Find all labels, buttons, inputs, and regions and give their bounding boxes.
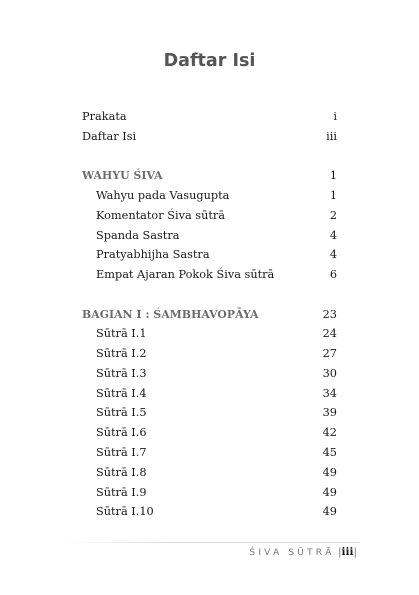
toc-entry-page: 49 — [322, 466, 337, 479]
toc-entry[interactable] — [0, 207, 419, 225]
toc-entry-page: 4 — [329, 248, 337, 261]
toc-entry[interactable] — [0, 444, 419, 462]
toc-entry-prakata[interactable] — [0, 108, 419, 126]
toc-entry[interactable] — [0, 484, 419, 502]
toc-entry-page: 2 — [329, 209, 337, 222]
toc-entry-page: 49 — [322, 505, 337, 518]
toc-entry-label: Sūtrā I.7 — [96, 446, 147, 459]
running-title: ŚIVA SŪTRĀ — [249, 548, 335, 558]
toc-entry-page: 24 — [322, 327, 337, 340]
toc-entry[interactable] — [0, 246, 419, 264]
toc-entry[interactable] — [0, 325, 419, 343]
toc-entry-label: Wahyu pada Vasugupta — [96, 189, 230, 202]
footer-separator: | — [337, 546, 342, 558]
page-title: Daftar Isi — [163, 51, 256, 71]
toc-entry-label: Daftar Isi — [82, 130, 137, 143]
toc-entry-page: 27 — [322, 347, 337, 360]
toc-entry-page: iii — [326, 130, 337, 143]
toc-entry[interactable] — [0, 404, 419, 422]
toc-entry-page: 1 — [329, 169, 337, 182]
toc-entry-page: 6 — [329, 268, 337, 281]
toc-entry-label: Spanda Sastra — [96, 229, 180, 242]
toc-section-label: WAHYU ŚIVA — [82, 169, 163, 182]
toc-entry-label: Empat Ajaran Pokok Śiva sūtrā — [96, 268, 275, 281]
toc-entry-page: 34 — [322, 387, 337, 400]
toc-entry-label: Sūtrā I.8 — [96, 466, 147, 479]
toc-entry[interactable] — [0, 424, 419, 442]
toc-entry-page: i — [333, 110, 337, 123]
toc-entry-page: 45 — [322, 446, 337, 459]
toc-entry-page: 49 — [322, 486, 337, 499]
toc-entry-label: Sūtrā I.10 — [96, 505, 154, 518]
toc-entry[interactable] — [0, 187, 419, 205]
toc-entry-label: Sūtrā I.5 — [96, 406, 147, 419]
toc-entry-label: Sūtrā I.2 — [96, 347, 147, 360]
toc-entry-label: Prakata — [82, 110, 127, 123]
toc-entry-page: 23 — [322, 308, 337, 321]
toc-section-label: BAGIAN I : ŚAMBHAVOPĀYA — [82, 308, 259, 321]
toc-entry[interactable] — [0, 503, 419, 521]
footer-divider — [60, 542, 360, 543]
toc-entry-page: 4 — [329, 229, 337, 242]
toc-entry-page: 30 — [322, 367, 337, 380]
page-number: iii — [341, 546, 354, 558]
toc-entry-page: 1 — [329, 189, 337, 202]
toc-entry-label: Sūtrā I.3 — [96, 367, 147, 380]
toc-entry[interactable] — [0, 345, 419, 363]
toc-entry-label: Sūtrā I.1 — [96, 327, 147, 340]
toc-entry-label: Pratyabhijha Sastra — [96, 248, 210, 261]
toc-entry-page: 42 — [322, 426, 337, 439]
toc-entry-label: Sūtrā I.4 — [96, 387, 147, 400]
toc-entry-page: 39 — [322, 406, 337, 419]
toc-entry-label: Komentator Śiva sūtrā — [96, 209, 226, 222]
toc-entry[interactable] — [0, 227, 419, 245]
toc-entry[interactable] — [0, 266, 419, 284]
toc-entry[interactable] — [0, 464, 419, 482]
page-footer — [249, 546, 357, 558]
toc-section-wahyu-siva[interactable] — [0, 167, 419, 185]
toc-entry[interactable] — [0, 385, 419, 403]
toc-entry-daftar-isi[interactable] — [0, 128, 419, 146]
toc-entry-label: Sūtrā I.9 — [96, 486, 147, 499]
toc-section-bagian-1[interactable] — [0, 306, 419, 324]
footer-separator: | — [353, 546, 357, 558]
toc-entry[interactable] — [0, 365, 419, 383]
toc-entry-label: Sūtrā I.6 — [96, 426, 147, 439]
